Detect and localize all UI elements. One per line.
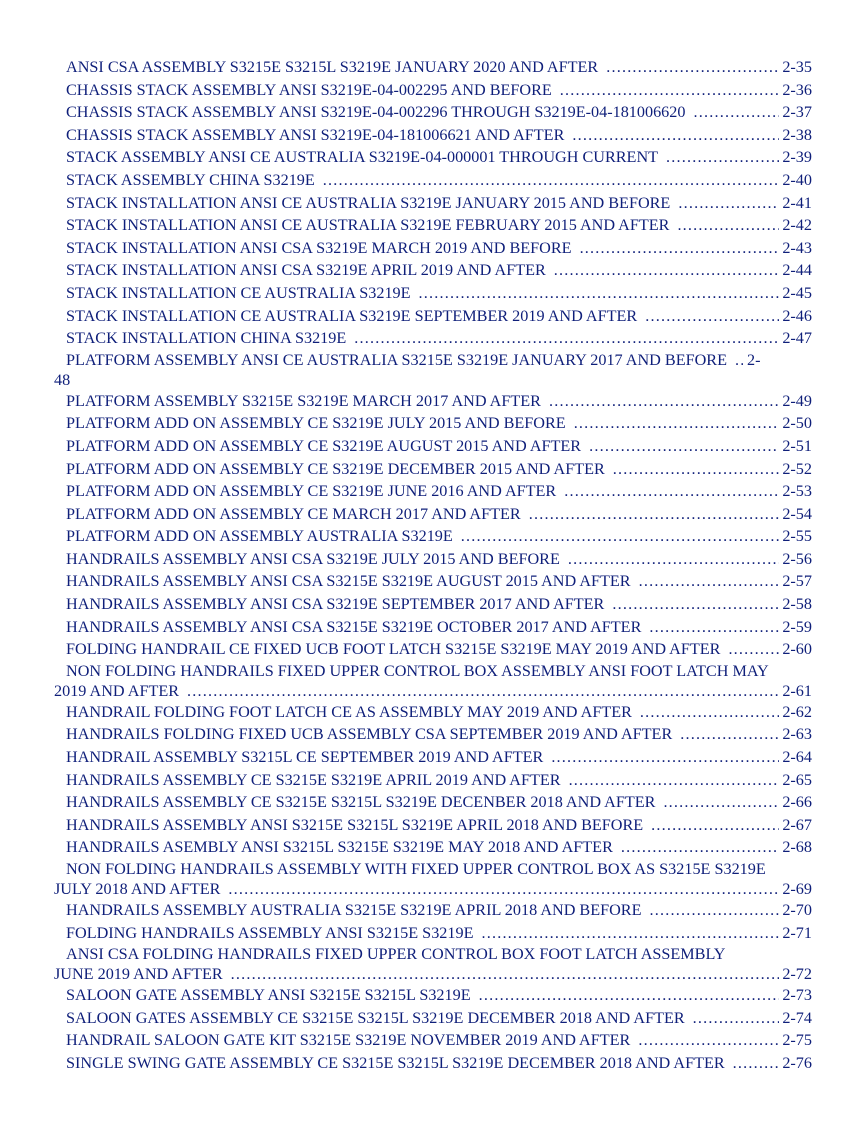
toc-entry[interactable] [54,922,812,945]
dot-leader [621,836,779,859]
toc-entry[interactable] [54,101,812,124]
toc-entry[interactable] [54,899,812,922]
toc-entry-title: STACK INSTALLATION CHINA S3219E [66,329,347,348]
toc-entry-title: HANDRAIL ASSEMBLY S3215L CE SEPTEMBER 2019 AND AFTER [66,748,544,767]
toc-entry[interactable] [54,350,812,390]
dot-leader [645,305,779,328]
dot-leader [560,79,780,102]
toc-entry[interactable] [54,480,812,503]
table-of-contents [54,56,812,1075]
toc-entry-page: 2-55 [782,527,812,546]
dot-leader [589,435,779,458]
dot-leader [187,681,779,701]
toc-entry-page: 2-52 [782,459,812,478]
toc-entry[interactable] [54,638,812,661]
dot-leader [572,124,779,147]
toc-entry-page: 2-62 [782,702,812,721]
toc-entry-title: STACK INSTALLATION ANSI CE AUSTRALIA S3219E JANUARY 2015 AND BEFORE [66,193,671,212]
toc-entry-title: PLATFORM ADD ON ASSEMBLY CE MARCH 2017 AND AFTER [66,504,521,523]
toc-entry-page: 2-65 [782,770,812,789]
dot-leader [693,1007,780,1030]
toc-entry[interactable] [54,56,812,79]
dot-leader [228,879,779,899]
toc-entry-page: 2-75 [782,1031,812,1050]
toc-entry-title: STACK ASSEMBLY ANSI CE AUSTRALIA S3219E-04-000001 THROUGH CURRENT [66,148,659,167]
toc-entry-title: FOLDING HANDRAILS ASSEMBLY ANSI S3215E S3219E [66,923,474,942]
toc-entry-page: 2-68 [782,838,812,857]
toc-entry-page: 2-54 [782,504,812,523]
toc-entry-title: HANDRAILS ASSEMBLY CE S3215E S3215L S3219E DECENBER 2018 AND AFTER [66,793,656,812]
toc-entry-page: 2-70 [782,901,812,919]
dot-leader [354,327,779,350]
toc-entry-title: ANSI CSA ASSEMBLY S3215E S3215L S3219E JANUARY 2020 AND AFTER [66,58,599,76]
toc-entry-page: 2-67 [782,815,812,834]
dot-leader [735,350,743,370]
dot-leader [569,769,780,792]
dot-leader [574,412,780,435]
toc-entry-title: STACK INSTALLATION ANSI CE AUSTRALIA S3219E FEBRUARY 2015 AND AFTER [66,216,670,235]
toc-entry[interactable] [54,412,812,435]
toc-entry-page: 2-37 [782,103,812,122]
toc-entry-title: HANDRAILS ASSEMBLY ANSI CSA S3215E S3219E OCTOBER 2017 AND AFTER [66,617,642,636]
toc-entry-title: HANDRAILS ASSEMBLY ANSI CSA S3219E SEPTEMBER 2017 AND AFTER [66,595,605,614]
toc-entry-page: 2-40 [782,170,812,189]
dot-leader [638,1029,779,1052]
toc-entry[interactable] [54,1052,812,1075]
toc-entry[interactable] [54,593,812,616]
toc-entry-page: 2-43 [782,238,812,257]
toc-entry[interactable] [54,944,812,984]
dot-leader [651,814,779,837]
dot-leader [666,146,779,169]
toc-entry-page: 2-63 [782,725,812,744]
toc-entry-title: SALOON GATES ASSEMBLY CE S3215E S3215L S3219E DECEMBER 2018 AND AFTER [66,1008,685,1027]
toc-entry-title: SALOON GATE ASSEMBLY ANSI S3215E S3215L S3219E [66,986,471,1005]
toc-entry[interactable] [54,984,812,1007]
toc-entry-title: PLATFORM ADD ON ASSEMBLY CE S3219E AUGUST 2015 AND AFTER [66,436,582,455]
toc-entry-title: CHASSIS STACK ASSEMBLY ANSI S3219E-04-002296 THROUGH S3219E-04-181006620 [66,103,686,122]
toc-entry-title: HANDRAILS ASSEMBLY ANSI S3215E S3215L S3219E APRIL 2018 AND BEFORE [66,815,644,834]
toc-entry[interactable] [54,791,812,814]
dot-leader [461,525,780,548]
dot-leader [678,192,779,215]
dot-leader [580,237,780,260]
toc-entry-page: 2-64 [782,748,812,767]
dot-leader [323,169,780,192]
toc-entry-title: PLATFORM ADD ON ASSEMBLY AUSTRALIA S3219E [66,527,453,546]
toc-entry-title: SINGLE SWING GATE ASSEMBLY CE S3215E S3215L S3219E DECEMBER 2018 AND AFTER [66,1053,725,1072]
dot-leader [613,458,780,481]
dot-leader [693,101,779,124]
toc-entry-title-line1: NON FOLDING HANDRAILS FIXED UPPER CONTROL BOX ASSEMBLY ANSI FOOT LATCH MAY [66,661,769,680]
toc-entry[interactable] [54,548,812,571]
toc-entry-page: 2-46 [782,306,812,325]
toc-entry-page: 2-42 [782,216,812,235]
toc-entry-page-part1: 2- [746,350,761,369]
toc-entry[interactable] [54,701,812,724]
dot-leader [529,503,780,526]
toc-entry[interactable] [54,814,812,837]
toc-entry-title: PLATFORM ADD ON ASSEMBLY CE S3219E DECEMBER 2015 AND AFTER [66,459,605,478]
toc-entry-title-line2: JUNE 2019 AND AFTER [54,965,223,984]
toc-entry[interactable] [54,1007,812,1030]
dot-leader [612,593,779,616]
dot-leader [728,638,779,661]
dot-leader [663,791,779,814]
toc-entry-page: 2-61 [782,681,812,700]
toc-entry[interactable] [54,570,812,593]
toc-entry-page: 2-69 [782,880,812,898]
toc-entry[interactable] [54,769,812,792]
toc-entry-page: 2-44 [782,261,812,280]
toc-entry-page: 2-57 [782,572,812,591]
toc-entry-title: PLATFORM ADD ON ASSEMBLY CE S3219E JUNE 2016 AND AFTER [66,482,557,501]
toc-entry-page: 2-45 [782,283,812,302]
toc-entry-page: 2-74 [782,1008,812,1027]
toc-entry-title: STACK ASSEMBLY CHINA S3219E [66,170,315,189]
dot-leader [481,922,779,945]
toc-entry-page: 2-51 [782,436,812,455]
toc-entry-page: 2-56 [782,549,812,568]
toc-entry[interactable] [54,525,812,548]
toc-entry[interactable] [54,435,812,458]
toc-entry[interactable] [54,327,812,350]
toc-entry-title: PLATFORM ADD ON ASSEMBLY CE S3219E JULY 2015 AND BEFORE [66,414,566,433]
toc-entry[interactable] [54,192,812,215]
dot-leader [568,548,779,571]
toc-entry-page: 2-66 [782,793,812,812]
toc-entry-page: 2-35 [782,58,812,76]
toc-entry-page: 2-60 [782,640,812,659]
toc-entry-title: STACK INSTALLATION CE AUSTRALIA S3219E [66,283,411,302]
dot-leader [733,1052,780,1075]
dot-leader [640,701,779,724]
toc-entry[interactable] [54,390,812,413]
dot-leader [677,214,779,237]
toc-entry-title: HANDRAILS FOLDING FIXED UCB ASSEMBLY CSA SEPTEMBER 2019 AND AFTER [66,725,673,744]
dot-leader [549,390,779,413]
toc-entry-page: 2-59 [782,617,812,636]
toc-entry[interactable] [54,305,812,328]
toc-entry-title: HANDRAILS ASSEMBLY ANSI CSA S3215E S3219E AUGUST 2015 AND AFTER [66,572,631,591]
toc-entry-title: STACK INSTALLATION ANSI CSA S3219E APRIL 2019 AND AFTER [66,261,546,280]
toc-entry[interactable] [54,146,812,169]
toc-entry[interactable] [54,282,812,305]
toc-entry-title: PLATFORM ASSEMBLY S3215E S3219E MARCH 2017 AND AFTER [66,391,541,410]
toc-entry-page: 2-58 [782,595,812,614]
dot-leader [564,480,779,503]
toc-entry-page: 2-38 [782,125,812,144]
dot-leader [649,616,779,639]
dot-leader [551,746,779,769]
toc-entry-page: 2-50 [782,414,812,433]
dot-leader [479,984,780,1007]
toc-entry-title: HANDRAIL FOLDING FOOT LATCH CE AS ASSEMBLY MAY 2019 AND AFTER [66,702,632,721]
toc-entry-title: HANDRAILS ASEMBLY ANSI S3215L S3215E S3219E MAY 2018 AND AFTER [66,838,613,857]
toc-entry[interactable] [54,458,812,481]
dot-leader [554,259,780,282]
toc-entry-page: 2-76 [782,1053,812,1072]
toc-entry[interactable] [54,124,812,147]
toc-entry-title: CHASSIS STACK ASSEMBLY ANSI S3219E-04-002295 AND BEFORE [66,80,552,99]
toc-entry[interactable] [54,259,812,282]
toc-entry-title-line1: NON FOLDING HANDRAILS ASSEMBLY WITH FIXED UPPER CONTROL BOX AS S3215E S3219E [66,860,766,878]
toc-entry[interactable] [54,746,812,769]
toc-entry-title: PLATFORM ASSEMBLY ANSI CE AUSTRALIA S3215E S3219E JANUARY 2017 AND BEFORE [66,350,727,369]
toc-entry[interactable] [54,616,812,639]
toc-entry-page: 2-72 [782,965,812,984]
toc-entry-page: 2-41 [782,193,812,212]
toc-entry-page: 2-53 [782,482,812,501]
toc-entry-title: CHASSIS STACK ASSEMBLY ANSI S3219E-04-181006621 AND AFTER [66,125,565,144]
toc-entry-page: 2-47 [782,329,812,348]
toc-entry[interactable] [54,169,812,192]
toc-entry-title-line1: ANSI CSA FOLDING HANDRAILS FIXED UPPER CONTROL BOX FOOT LATCH ASSEMBLY [66,945,726,964]
dot-leader [231,964,780,984]
toc-entry-title: HANDRAILS ASSEMBLY ANSI CSA S3219E JULY 2015 AND BEFORE [66,549,560,568]
toc-entry[interactable] [54,723,812,746]
dot-leader [419,282,780,305]
dot-leader [606,56,779,79]
toc-entry-title: HANDRAILS ASSEMBLY CE S3215E S3219E APRIL 2019 AND AFTER [66,770,561,789]
toc-entry-title-line2: 2019 AND AFTER [54,681,180,700]
toc-entry[interactable] [54,214,812,237]
toc-entry[interactable] [54,79,812,102]
toc-entry-page: 2-71 [782,923,812,942]
toc-entry-title: FOLDING HANDRAIL CE FIXED UCB FOOT LATCH S3215E S3219E MAY 2019 AND AFTER [66,640,721,659]
dot-leader [680,723,779,746]
toc-entry-title: STACK INSTALLATION ANSI CSA S3219E MARCH 2019 AND BEFORE [66,238,572,257]
dot-leader [639,570,780,593]
toc-entry-page: 2-49 [782,391,812,410]
toc-entry-title-line2: JULY 2018 AND AFTER [54,880,221,898]
dot-leader [650,899,780,922]
toc-entry-page-part2: 48 [54,370,71,389]
toc-entry-page: 2-36 [782,80,812,99]
toc-entry[interactable] [54,859,812,899]
toc-entry-title: HANDRAIL SALOON GATE KIT S3215E S3219E NOVEMBER 2019 AND AFTER [66,1031,631,1050]
toc-entry[interactable] [54,237,812,260]
toc-entry-page: 2-39 [782,148,812,167]
toc-entry-page: 2-73 [782,986,812,1005]
toc-entry[interactable] [54,836,812,859]
toc-entry-title: HANDRAILS ASSEMBLY AUSTRALIA S3215E S3219E APRIL 2018 AND BEFORE [66,901,642,919]
toc-entry[interactable] [54,661,812,701]
toc-entry[interactable] [54,1029,812,1052]
toc-entry-title: STACK INSTALLATION CE AUSTRALIA S3219E SEPTEMBER 2019 AND AFTER [66,306,638,325]
toc-entry[interactable] [54,503,812,526]
